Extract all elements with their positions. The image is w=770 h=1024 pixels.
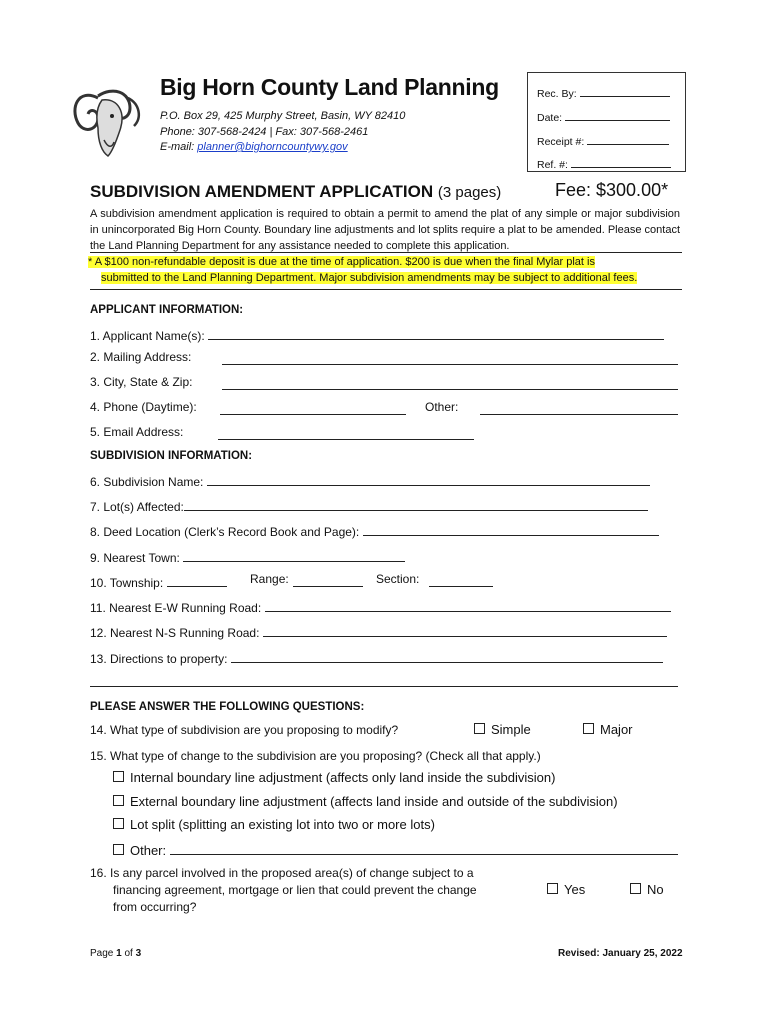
yes-checkbox[interactable] bbox=[547, 883, 558, 894]
phone-other-input[interactable] bbox=[480, 400, 678, 415]
applicant-name-input[interactable] bbox=[208, 325, 664, 340]
deed-input[interactable] bbox=[363, 521, 659, 536]
fee-label: Fee: $300.00* bbox=[555, 180, 669, 200]
q16-line2: financing agreement, mortgage or lien that could prevent the change bbox=[113, 883, 477, 897]
divider bbox=[90, 252, 682, 253]
date-field[interactable]: Date: bbox=[537, 106, 670, 124]
directions-input-line2[interactable] bbox=[90, 672, 678, 687]
ew-road-input[interactable] bbox=[265, 597, 671, 612]
lot-split-checkbox[interactable] bbox=[113, 818, 124, 829]
internal-boundary-option[interactable]: Internal boundary line adjustment (affects only land inside the subdivision) bbox=[113, 770, 555, 785]
rec-by-field[interactable]: Rec. By: bbox=[537, 82, 670, 100]
phone-row: 4. Phone (Daytime): Other: bbox=[90, 400, 680, 414]
other-input[interactable] bbox=[170, 840, 678, 855]
page-number: Page 1 of 3 bbox=[90, 948, 142, 959]
city-input[interactable] bbox=[222, 375, 678, 390]
q16-line1: 16. Is any parcel involved in the proposed area(s) of change subject to a bbox=[90, 866, 474, 880]
major-option[interactable]: Major bbox=[583, 722, 633, 737]
agency-phone: Phone: 307-568-2424 | Fax: 307-568-2461 bbox=[160, 126, 369, 138]
external-boundary-checkbox[interactable] bbox=[113, 795, 124, 806]
internal-boundary-checkbox[interactable] bbox=[113, 771, 124, 782]
town-input[interactable] bbox=[183, 547, 405, 562]
simple-checkbox[interactable] bbox=[474, 723, 485, 734]
intro-paragraph: A subdivision amendment application is required to obtain a permit to amend the plat of any simple or major subdivision in unincorporated Big Horn County. Boundary line adjustments and lot splits require a plat to be amended. Please contact the Land Planning Department for any assistance needed to complete this application. bbox=[90, 208, 680, 252]
receipt-field[interactable]: Receipt #: bbox=[537, 130, 669, 148]
directions-row: 13. Directions to property: bbox=[90, 648, 663, 666]
email-link[interactable]: planner@bighorncountywy.gov bbox=[197, 141, 348, 153]
email-input[interactable] bbox=[218, 425, 474, 440]
subdivision-name-input[interactable] bbox=[207, 471, 650, 486]
township-input[interactable] bbox=[167, 572, 227, 587]
no-checkbox[interactable] bbox=[630, 883, 641, 894]
agency-email-row bbox=[160, 141, 348, 153]
yes-option[interactable]: Yes bbox=[547, 882, 585, 897]
simple-option[interactable]: Simple bbox=[474, 722, 531, 737]
range-input[interactable] bbox=[293, 572, 363, 587]
q14-label: 14. What type of subdivision are you proposing to modify? bbox=[90, 723, 399, 737]
ew-road-row: 11. Nearest E-W Running Road: bbox=[90, 597, 671, 615]
town-row: 9. Nearest Town: bbox=[90, 547, 405, 565]
phone-daytime-input[interactable] bbox=[220, 400, 406, 415]
subdivision-heading: SUBDIVISION INFORMATION: bbox=[90, 450, 253, 462]
mailing-address-row: 2. Mailing Address: bbox=[90, 350, 191, 364]
no-option[interactable]: No bbox=[630, 882, 664, 897]
ns-road-input[interactable] bbox=[263, 622, 667, 637]
q15-label: 15. What type of change to the subdivision are you proposing? (Check all that apply.) bbox=[90, 749, 541, 763]
q16-line3: from occurring? bbox=[113, 900, 197, 914]
lots-input[interactable] bbox=[184, 496, 648, 511]
external-boundary-option[interactable]: External boundary line adjustment (affects land inside and outside of the subdivision) bbox=[113, 794, 618, 809]
directions-input[interactable] bbox=[231, 648, 663, 663]
applicant-heading: APPLICANT INFORMATION: bbox=[90, 304, 244, 316]
email-row: 5. Email Address: bbox=[90, 425, 183, 439]
subdivision-name-row: 6. Subdivision Name: bbox=[90, 471, 650, 489]
applicant-name-row: 1. Applicant Name(s): bbox=[90, 325, 664, 343]
email-label: E-mail: bbox=[160, 141, 198, 153]
questions-heading: PLEASE ANSWER THE FOLLOWING QUESTIONS: bbox=[90, 701, 365, 713]
section-input[interactable] bbox=[429, 572, 493, 587]
deed-row: 8. Deed Location (Clerk’s Record Book and Page): bbox=[90, 521, 659, 539]
lot-split-option[interactable]: Lot split (splitting an existing lot into two or more lots) bbox=[113, 817, 435, 832]
ref-field[interactable]: Ref. #: bbox=[537, 153, 671, 171]
form-title: SUBDIVISION AMENDMENT APPLICATION (3 pages) bbox=[90, 182, 502, 201]
ns-road-row: 12. Nearest N-S Running Road: bbox=[90, 622, 667, 640]
divider bbox=[90, 289, 682, 290]
agency-address: P.O. Box 29, 425 Murphy Street, Basin, WY 82410 bbox=[160, 110, 406, 122]
township-row: 10. Township: Range: Section: bbox=[90, 572, 510, 590]
office-use-box bbox=[527, 72, 686, 172]
city-row: 3. City, State & Zip: bbox=[90, 375, 192, 389]
deposit-notice: * A $100 non-refundable deposit is due at the time of application. $200 is due when the final Mylar plat is submitted to the Land Planning Department. Major subdivision amendments may be subject to additional fees. bbox=[88, 256, 638, 284]
mailing-address-input[interactable] bbox=[222, 350, 678, 365]
page-count: (3 pages) bbox=[437, 184, 502, 201]
major-checkbox[interactable] bbox=[583, 723, 594, 734]
revision-date: Revised: January 25, 2022 bbox=[558, 948, 683, 959]
lots-row: 7. Lot(s) Affected: bbox=[90, 496, 648, 514]
other-option[interactable]: Other: bbox=[113, 840, 678, 858]
agency-title: Big Horn County Land Planning bbox=[160, 74, 499, 100]
ram-logo-icon bbox=[68, 78, 150, 160]
other-checkbox[interactable] bbox=[113, 844, 124, 855]
